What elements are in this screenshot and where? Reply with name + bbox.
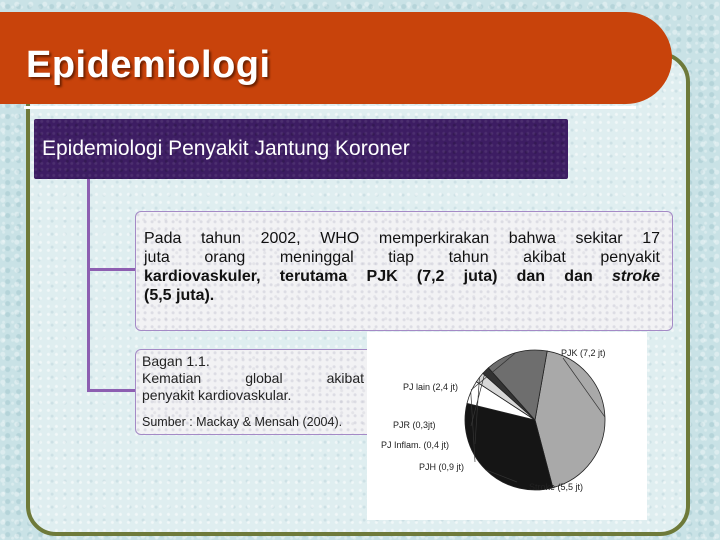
paragraph-text [144,229,660,305]
connector-vertical [87,179,90,391]
section-header-text: Epidemiologi Penyakit Jantung Koroner [42,137,410,160]
caption-line-1: Bagan 1.1. [142,353,210,369]
pie-slice-label: PJ lain (2,4 jt) [403,382,459,392]
pie-slice-label: Stroke (5,5 jt) [529,482,584,492]
paragraph-line-2: juta orang meninggal tiap tahun akibat penyakit [144,249,660,266]
paragraph-line-3 [144,267,660,286]
pie-slice-label: PJR (0,3jt) [393,420,436,430]
connector-branch-2 [87,389,135,392]
paragraph-line-4: (5,5 juta). [144,287,215,304]
slide-title: Epidemiologi [26,44,271,86]
caption-source: Sumber : Mackay & Mensah (2004). [142,415,343,429]
caption-text [142,353,364,431]
pie-slice-label: PJH (0,9 jt) [419,462,465,472]
caption-line-3: penyakit kardiovaskular. [142,387,292,403]
section-header [34,119,568,179]
connector-branch-1 [87,268,135,271]
title-banner [0,12,672,104]
pie-slice-label: PJ Inflam. (0,4 jt) [381,440,450,450]
pie-chart [367,332,647,520]
caption-line-2: Kematian global akibat [142,370,364,386]
paragraph-line-3-italic: stroke [611,268,660,285]
title-underline [24,106,636,109]
paragraph-line-1: Pada tahun 2002, WHO memperkirakan bahwa sekitar 17 [144,230,660,247]
pie-chart-panel [367,332,647,520]
pie-slice-label: PJK (7,2 jt) [561,348,606,358]
paragraph-line-3-bold: kardiovaskuler, terutama PJK (7,2 juta) dan dan [144,268,612,285]
